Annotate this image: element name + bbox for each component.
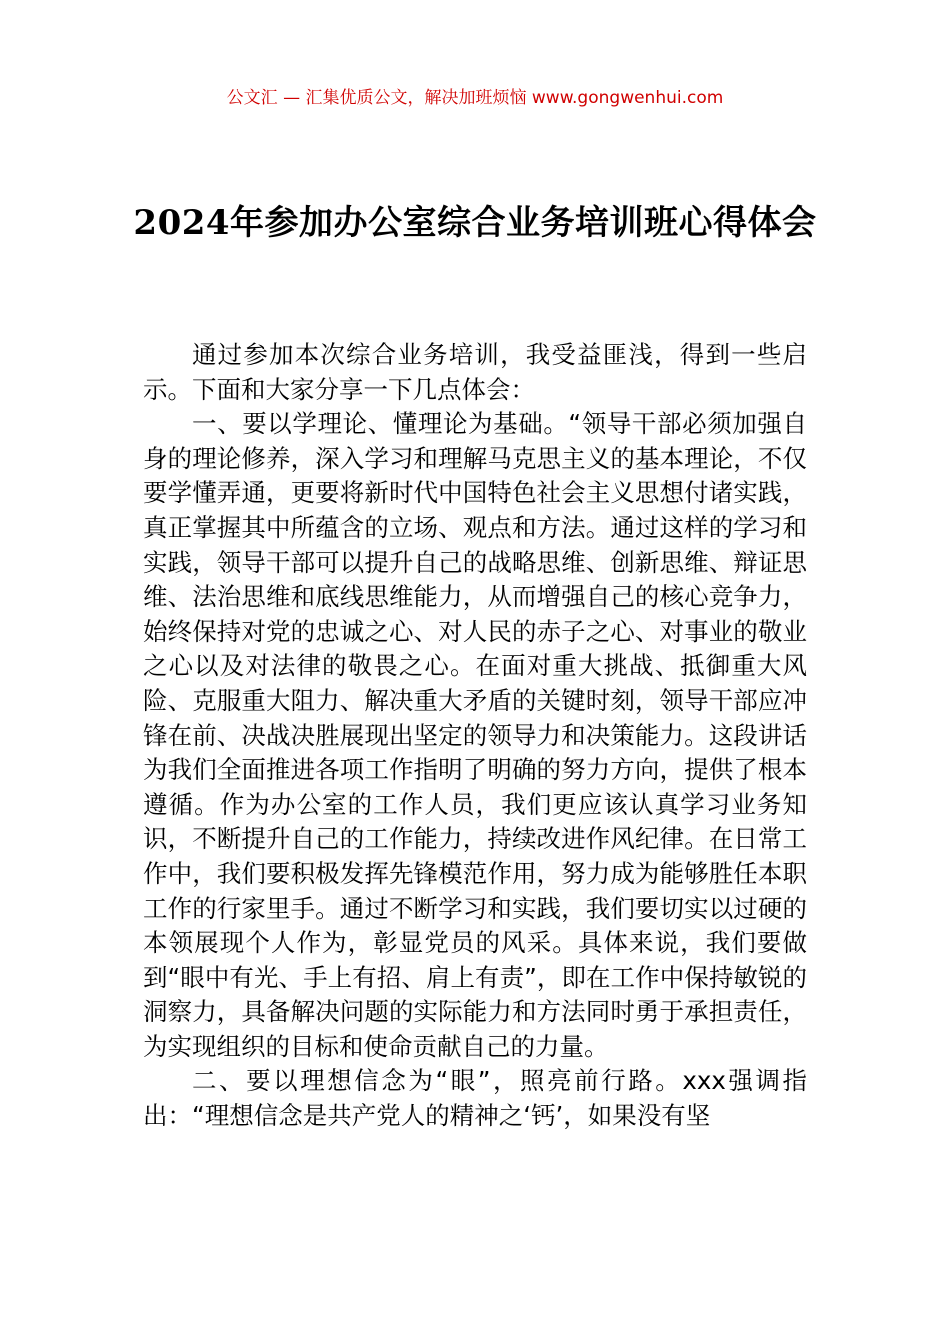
page-title: 2024年参加办公室综合业务培训班心得体会 — [133, 202, 817, 243]
paragraph-section-1: 一、要以学理论、懂理论为基础。“领导干部必须加强自身的理论修养，深入学习和理解马克思主义的基本理论，不仅要学懂弄通，更要将新时代中国特色社会主义思想付诸实践，真正掌握其中所蕴含的立场、观点和方法。通过这样的学习和实践，领导干部可以提升自己的战略思维、创新思维、辩证思维、法治思维和底线思维能力，从而增强自己的核心竞争力，始终保持对党的忠诚之心、对人民的赤子之心、对事业的敬业之心以及对法律的敬畏之心。在面对重大挑战、抵御重大风险、克服重大阻力、解决重大矛盾的关键时刻，领导干部应冲锋在前、决战决胜展现出坚定的领导力和决策能力。这段讲话为我们全面推进各项工作指明了明确的努力方向，提供了根本遵循。作为办公室的工作人员，我们更应该认真学习业务知识，不断提升自己的工作能力，持续改进作风纪律。在日常工作中，我们要积极发挥先锋模范作用，努力成为能够胜任本职工作的行家里手。通过不断学习和实践，我们要切实以过硬的本领展现个人作为，彰显党员的风采。具体来说，我们要做到“眼中有光、手上有招、肩上有责”，即在工作中保持敏锐的洞察力，具备解决问题的实际能力和方法同时勇于承担责任，为实现组织的目标和使命贡献自己的力量。 — [143, 409, 807, 1061]
paragraph-section-2: 二、要以理想信念为“眼”，照亮前行路。xxx强调指出：“理想信念是共产党人的精神之‘钙’，如果没有坚 — [143, 1066, 807, 1131]
paragraph-intro: 通过参加本次综合业务培训，我受益匪浅，得到一些启示。下面和大家分享一下几点体会： — [143, 340, 807, 404]
site-banner: 公文汇 — 汇集优质公文，解决加班烦恼 www.gongwenhui.com — [226, 88, 724, 108]
document-body — [143, 338, 807, 1134]
